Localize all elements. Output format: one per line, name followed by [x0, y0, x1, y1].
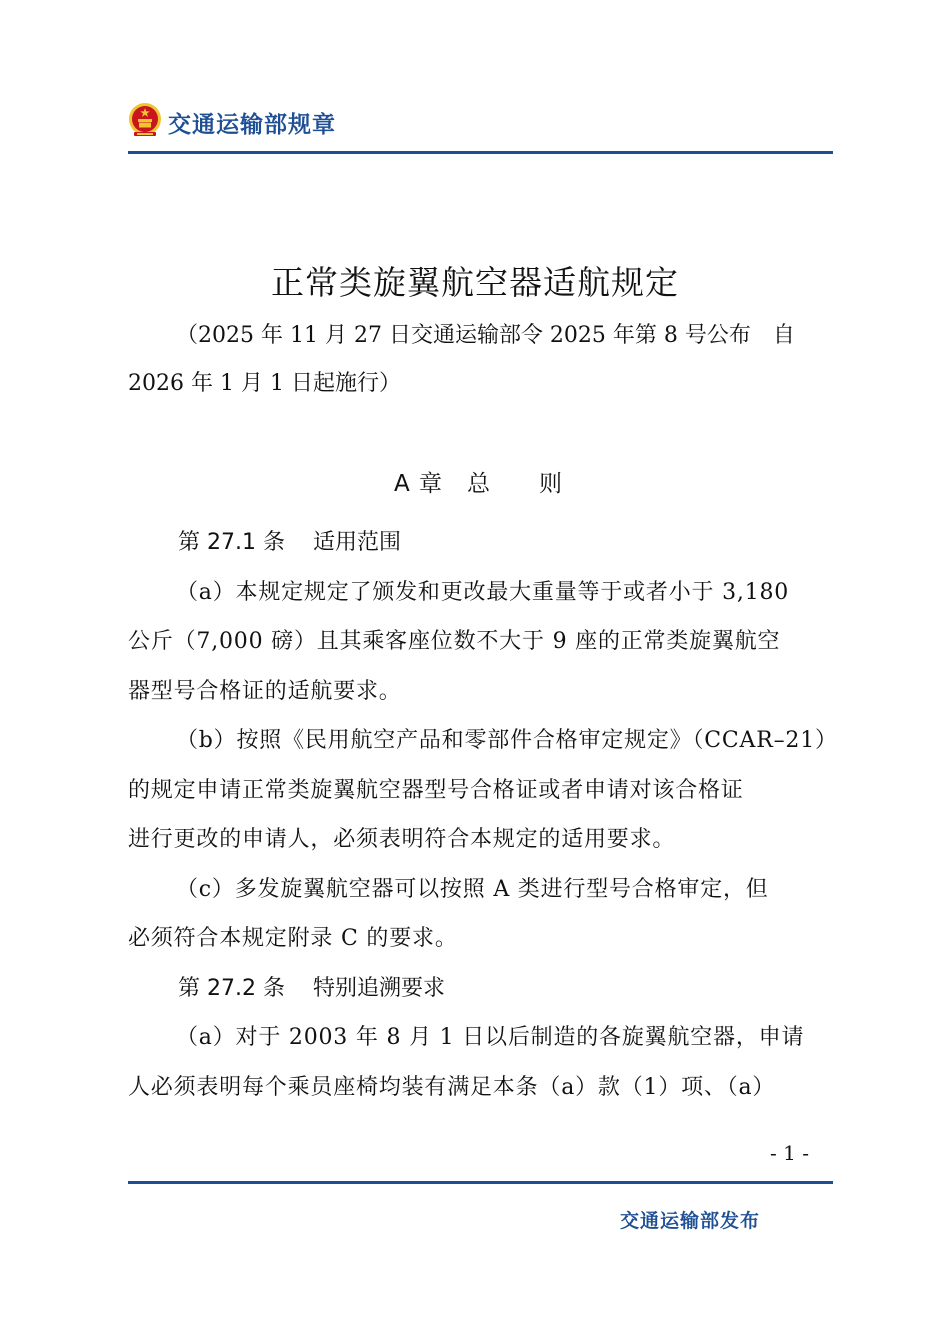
- document-title: 正常类旋翼航空器适航规定: [271, 263, 679, 302]
- paragraph-line: （a）本规定规定了颁发和更改最大重量等于或者小于 3,180: [176, 579, 790, 605]
- paragraph: [128, 716, 838, 865]
- paragraph-line: （a）对于 2003 年 8 月 1 日以后制造的各旋翼航空器，申请: [176, 1025, 805, 1050]
- paragraph-line: 公斤（7,000 磅）且其乘客座位数不大于 9 座的正常类旋翼航空: [128, 629, 781, 654]
- paragraph-line: （c）多发旋翼航空器可以按照 A 类进行型号合格审定，但: [176, 876, 769, 902]
- paragraph: [128, 865, 833, 964]
- header-title: 交通运输部规章: [168, 112, 336, 138]
- paragraph-line: 必须符合本规定附录 C 的要求。: [128, 926, 458, 951]
- promulgation-line: 2026 年 1 月 1 日起施行）: [128, 371, 401, 396]
- page-number: - 1 -: [770, 1141, 809, 1165]
- article-number: 第 27.2 条: [178, 975, 285, 1001]
- article-title: 适用范围: [312, 530, 401, 555]
- chapter-heading: A 章 总 则: [394, 471, 564, 497]
- article-heading: [128, 518, 833, 568]
- footer-divider: [128, 1181, 833, 1184]
- promulgation-note: [128, 312, 833, 408]
- article-title: 特别追溯要求: [312, 975, 445, 1001]
- article-heading: [128, 964, 833, 1014]
- paragraph-line: （b）按照《民用航空产品和零部件合格审定规定》（CCAR–21）: [176, 728, 838, 753]
- document-body: [128, 518, 838, 1112]
- national-emblem-icon: [128, 102, 162, 138]
- paragraph-line: 进行更改的申请人，必须表明符合本规定的适用要求。: [128, 827, 676, 852]
- paragraph-line: 器型号合格证的适航要求。: [128, 678, 402, 704]
- paragraph-line: 的规定申请正常类旋翼航空器型号合格证或者申请对该合格证: [128, 777, 744, 803]
- paragraph: [128, 1013, 833, 1112]
- page-header: [128, 100, 833, 156]
- footer-publisher: 交通运输部发布: [620, 1210, 761, 1232]
- header-divider: [128, 151, 833, 154]
- promulgation-line: （2025 年 11 月 27 日交通运输部令 2025 年第 8 号公布 自: [176, 323, 795, 348]
- paragraph-line: 人必须表明每个乘员座椅均装有满足本条（a）款（1）项、（a）: [128, 1074, 776, 1100]
- paragraph: [128, 568, 833, 717]
- article-number: 第 27.1 条: [178, 530, 285, 555]
